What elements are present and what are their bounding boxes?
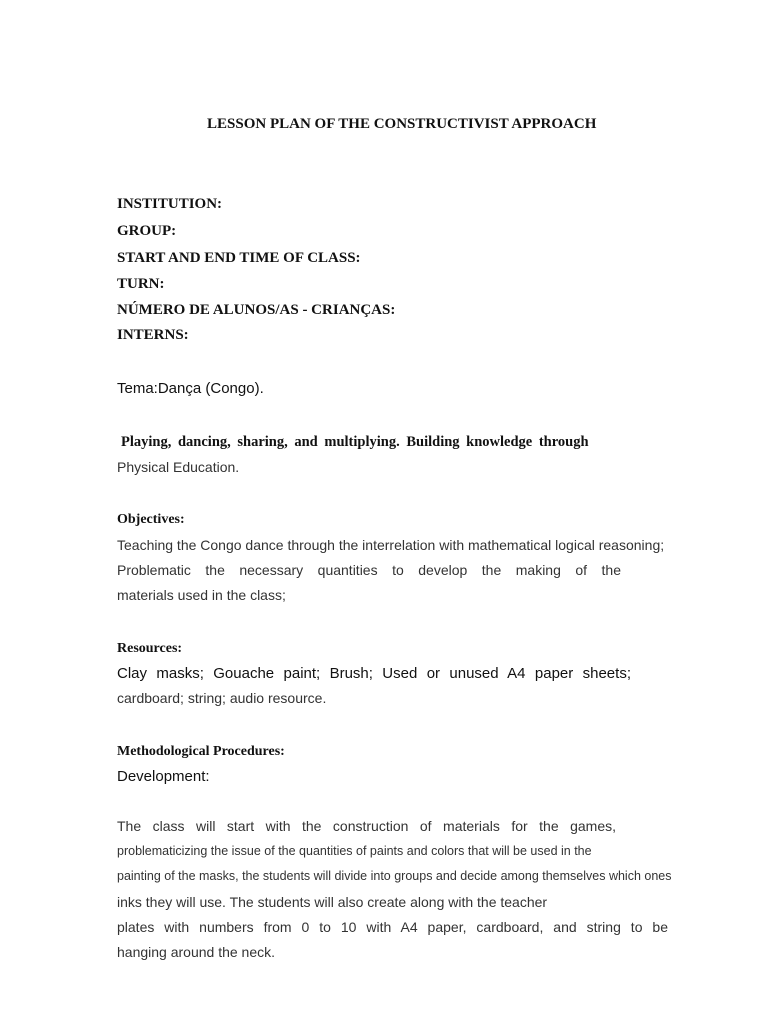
theme-line: Tema:Dança (Congo). bbox=[117, 380, 264, 397]
objectives-line-1: Teaching the Congo dance through the interrelation with mathematical logical reasoning; bbox=[117, 537, 665, 553]
methodology-line-1: The class will start with the construction of materials for the games, bbox=[117, 818, 616, 834]
field-institution: INSTITUTION: bbox=[117, 196, 223, 212]
objectives-line-3: materials used in the class; bbox=[117, 587, 286, 603]
resources-line-2: cardboard; string; audio resource. bbox=[117, 690, 327, 706]
methodology-line-2: problematicizing the issue of the quantities of paints and colors that will be used in the bbox=[117, 844, 592, 858]
field-students: NÚMERO DE ALUNOS/AS - CRIANÇAS: bbox=[117, 302, 396, 318]
methodology-line-4: inks they will use. The students will also create along with the teacher bbox=[117, 894, 548, 910]
resources-heading: Resources: bbox=[117, 641, 183, 656]
methodology-line-5: plates with numbers from 0 to 10 with A4 paper, cardboard, and string to be bbox=[117, 919, 668, 935]
methodology-line-6: hanging around the neck. bbox=[117, 944, 276, 960]
document-title: LESSON PLAN OF THE CONSTRUCTIVIST APPROACH bbox=[207, 116, 597, 132]
subtitle-line-1: Playing, dancing, sharing, and multiplying. Building knowledge through bbox=[121, 434, 589, 450]
development-label: Development: bbox=[117, 768, 210, 785]
objectives-heading: Objectives: bbox=[117, 512, 185, 527]
subtitle-line-2: Physical Education. bbox=[117, 459, 240, 475]
field-group: GROUP: bbox=[117, 223, 177, 239]
objectives-line-2: Problematic the necessary quantities to develop the making of the bbox=[117, 562, 621, 578]
field-interns: INTERNS: bbox=[117, 327, 189, 343]
field-class-time: START AND END TIME OF CLASS: bbox=[117, 250, 361, 266]
methodology-heading: Methodological Procedures: bbox=[117, 744, 285, 759]
field-turn: TURN: bbox=[117, 276, 165, 292]
methodology-line-3: painting of the masks, the students will divide into groups and decide among themselves which ones bbox=[117, 869, 672, 883]
resources-line-1: Clay masks; Gouache paint; Brush; Used or unused A4 paper sheets; bbox=[117, 665, 631, 682]
